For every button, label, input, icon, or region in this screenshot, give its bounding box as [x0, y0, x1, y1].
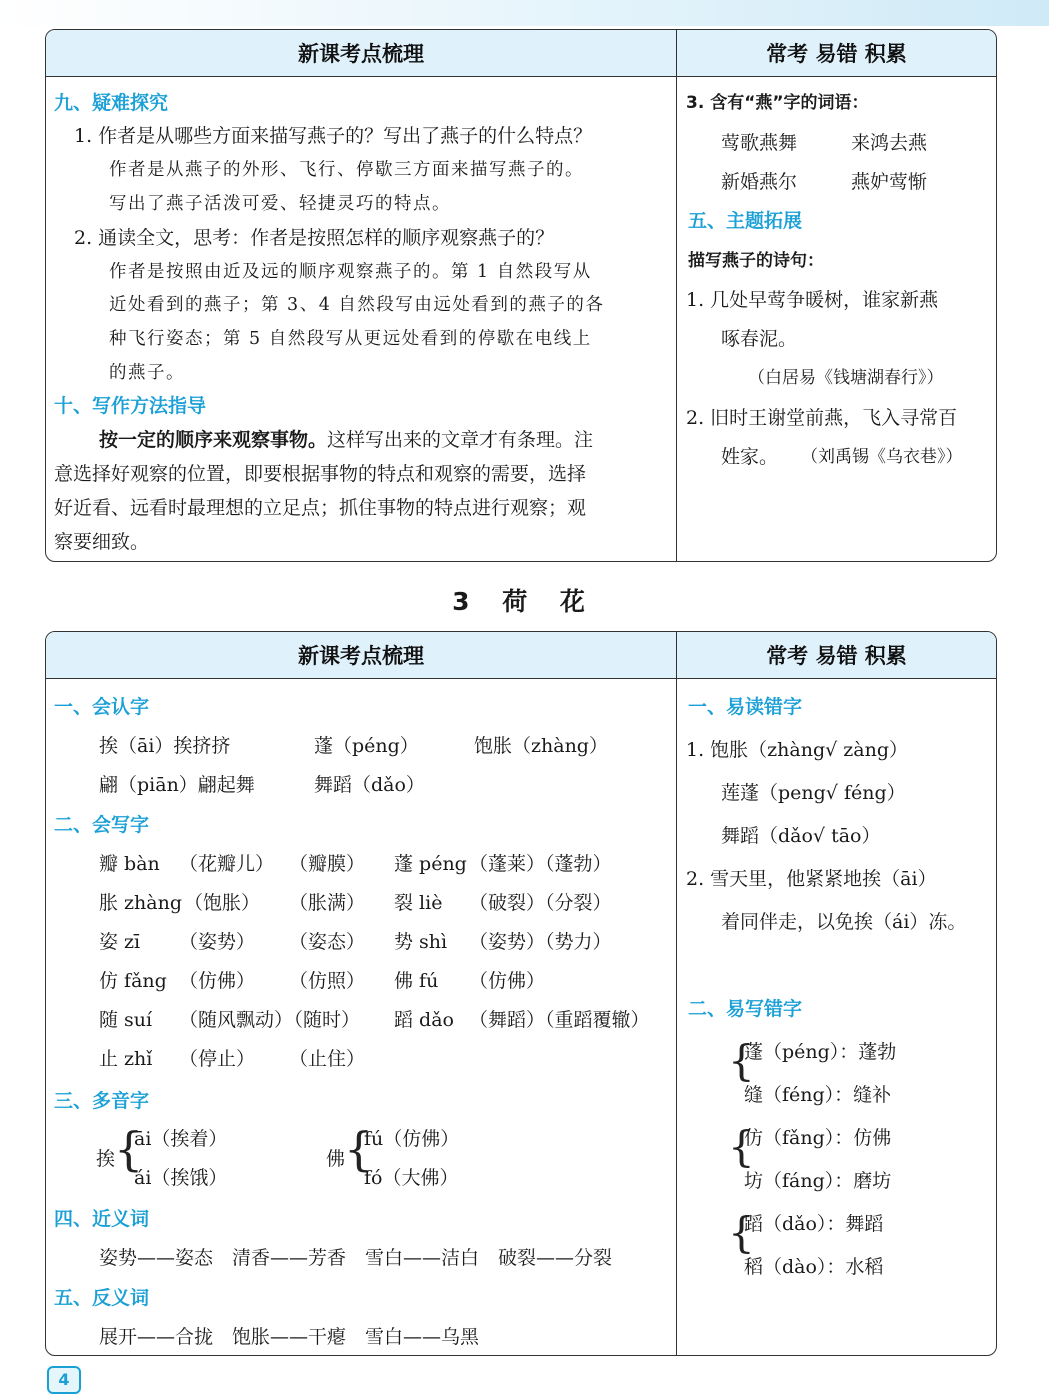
left-header: 新课考点梳理: [46, 30, 676, 77]
write-word: （仿照）: [289, 970, 366, 992]
char-pair: 蓬（péng）：蓬勃: [744, 1041, 897, 1063]
write-word: （瓣膜）: [289, 853, 366, 875]
brace-icon: {: [344, 1122, 374, 1176]
poem-line: 1. 几处早莺争暖树，谁家新燕: [686, 289, 939, 311]
write-word: （花瓣儿）: [179, 853, 275, 875]
char-pair: 缝（féng）：缝补: [744, 1084, 892, 1106]
polyphone-reading: fó（大佛）: [364, 1167, 459, 1189]
read-char: 舞蹈（dǎo）: [314, 774, 425, 796]
error-item: 舞蹈（dǎo√ tāo）: [721, 825, 881, 847]
write-word: （胀满）: [289, 892, 366, 914]
section-heading: 二、会写字: [54, 814, 150, 836]
read-char: 蓬（péng）: [314, 735, 419, 757]
section-heading: 二、易写错字: [688, 998, 803, 1020]
write-char: 裂 liè: [394, 892, 443, 914]
poem-line: 姓家。: [721, 446, 779, 468]
synonyms: 姿势——姿态 清香——芳香 雪白——洁白 破裂——分裂: [99, 1247, 613, 1269]
question: 1. 作者是从哪些方面来描写燕子的？写出了燕子的什么特点？: [74, 125, 593, 147]
write-char: 势 shì: [394, 931, 448, 953]
answer: 的燕子。: [109, 363, 185, 383]
writing-tip-line: 意选择好观察的位置，即要根据事物的特点和观察的需要，选择: [54, 463, 587, 485]
error-item: 2. 雪天里，他紧紧地挨（āi）: [686, 868, 937, 890]
writing-tip-text: 这样写出来的文章才有条理。注: [327, 429, 594, 451]
writing-tip-line: 察要细致。: [54, 531, 150, 553]
polyphone-char: 佛: [326, 1148, 346, 1170]
write-word: （止住）: [289, 1048, 366, 1070]
section-heading: 十、写作方法指导: [54, 395, 207, 417]
top-decor-band: [0, 0, 1049, 26]
error-item: 1. 饱胀（zhàng√ zàng）: [686, 739, 909, 761]
section-heading: 五、主题拓展: [688, 210, 803, 232]
write-word: （破裂）（分裂）: [469, 892, 612, 914]
write-char: 随 suí: [99, 1009, 153, 1031]
section-heading: 一、易读错字: [688, 696, 803, 718]
error-item: 莲蓬（peng√ féng）: [721, 782, 906, 804]
poem-source: （刘禹锡《乌衣巷》）: [801, 447, 963, 467]
answer: 种飞行姿态；第 5 自然段写从更远处看到的停歇在电线上: [109, 329, 592, 349]
write-word: （姿势）（势力）: [469, 931, 612, 953]
panel-swallow: [45, 29, 997, 562]
write-char: 蓬 péng: [394, 853, 467, 875]
writing-tip-line: 好近看、远看时最理想的立足点；抓住事物的特点进行观察；观: [54, 497, 587, 519]
antonyms: 展开——合拢 饱胀——干瘪 雪白——乌黑: [99, 1326, 480, 1348]
left-header: 新课考点梳理: [46, 632, 676, 679]
write-word: （停止）: [179, 1048, 256, 1070]
write-word: （蓬莱）（蓬勃）: [469, 853, 612, 875]
poem-source: （白居易《钱塘湖春行》）: [748, 368, 944, 388]
write-char: 瓣 bàn: [99, 853, 160, 875]
error-item: 着同伴走，以免挨（ái）冻。: [721, 911, 967, 933]
section-heading: 一、会认字: [54, 696, 150, 718]
read-char: 挨（āi）挨挤挤: [99, 735, 231, 757]
write-char: 胀 zhàng: [99, 892, 183, 914]
brace-icon: {: [114, 1122, 144, 1176]
write-word: （姿态）: [289, 931, 366, 953]
write-word: （仿佛）: [179, 970, 256, 992]
idiom: 新婚燕尔: [721, 171, 798, 193]
brace-icon: {: [728, 1208, 755, 1257]
polyphone-reading: ái（挨饿）: [134, 1167, 228, 1189]
char-pair: 稻（dào）：水稻: [744, 1256, 884, 1278]
column-divider: [676, 30, 677, 561]
write-char: 蹈 dǎo: [394, 1009, 454, 1031]
panel-lotus: [45, 631, 997, 1356]
answer: 写出了燕子活泼可爱、轻捷灵巧的特点。: [109, 194, 451, 214]
write-char: 姿 zī: [99, 931, 141, 953]
write-word: （姿势）: [179, 931, 256, 953]
polyphone-reading: āi（挨着）: [134, 1128, 228, 1150]
writing-tip: [99, 428, 593, 452]
char-pair: 仿（fǎng）：仿佛: [744, 1127, 892, 1149]
idiom: 来鸿去燕: [851, 132, 928, 154]
brace-icon: {: [728, 1122, 755, 1171]
read-char: 翩（piān）翩起舞: [99, 774, 255, 796]
polyphone-reading: fú（仿佛）: [364, 1128, 460, 1150]
write-char: 止 zhǐ: [99, 1048, 153, 1070]
section-heading: 四、近义词: [54, 1208, 150, 1230]
writing-tip-bold: 按一定的顺序来观察事物。: [99, 429, 328, 451]
poem-line: 2. 旧时王谢堂前燕，飞入寻常百: [686, 407, 958, 429]
poem-line: 啄春泥。: [721, 328, 798, 350]
char-pair: 坊（fáng）：磨坊: [744, 1170, 892, 1192]
question: 2. 通读全文，思考：作者是按照怎样的顺序观察燕子的？: [74, 227, 555, 249]
write-word: （随风飘动）: [179, 1009, 294, 1031]
page-number: 4: [47, 1366, 81, 1394]
poem-heading: 描写燕子的诗句：: [688, 251, 824, 271]
right-header: 常考 易错 积累: [677, 30, 996, 77]
write-word: （仿佛）: [469, 970, 546, 992]
write-char: 佛 fú: [394, 970, 439, 992]
answer: 近处看到的燕子；第 3、4 自然段写由远处看到的燕子的各: [109, 295, 605, 315]
section-heading: 五、反义词: [54, 1287, 150, 1309]
brace-icon: {: [728, 1036, 755, 1085]
polyphone-char: 挨: [96, 1148, 116, 1170]
write-word: （饱胀）: [184, 892, 261, 914]
lesson-title: 3 荷 花: [452, 587, 597, 616]
item-heading: 3. 含有“燕”字的词语：: [686, 93, 869, 113]
char-pair: 蹈（dǎo）：舞蹈: [744, 1213, 884, 1235]
answer: 作者是按照由近及远的顺序观察燕子的。第 1 自然段写从: [109, 262, 592, 282]
answer: 作者是从燕子的外形、飞行、停歇三方面来描写燕子的。: [109, 160, 584, 180]
write-word: （舞蹈）（重蹈覆辙）: [469, 1009, 650, 1031]
idiom: 燕妒莺惭: [851, 171, 928, 193]
write-char: 仿 fǎng: [99, 970, 167, 992]
write-word: （随时）: [284, 1009, 361, 1031]
section-heading: 三、多音字: [54, 1090, 150, 1112]
column-divider: [676, 632, 677, 1355]
read-char: 饱胀（zhàng）: [474, 735, 608, 757]
right-header: 常考 易错 积累: [677, 632, 996, 679]
idiom: 莺歌燕舞: [721, 132, 798, 154]
section-heading: 九、疑难探究: [54, 92, 169, 114]
